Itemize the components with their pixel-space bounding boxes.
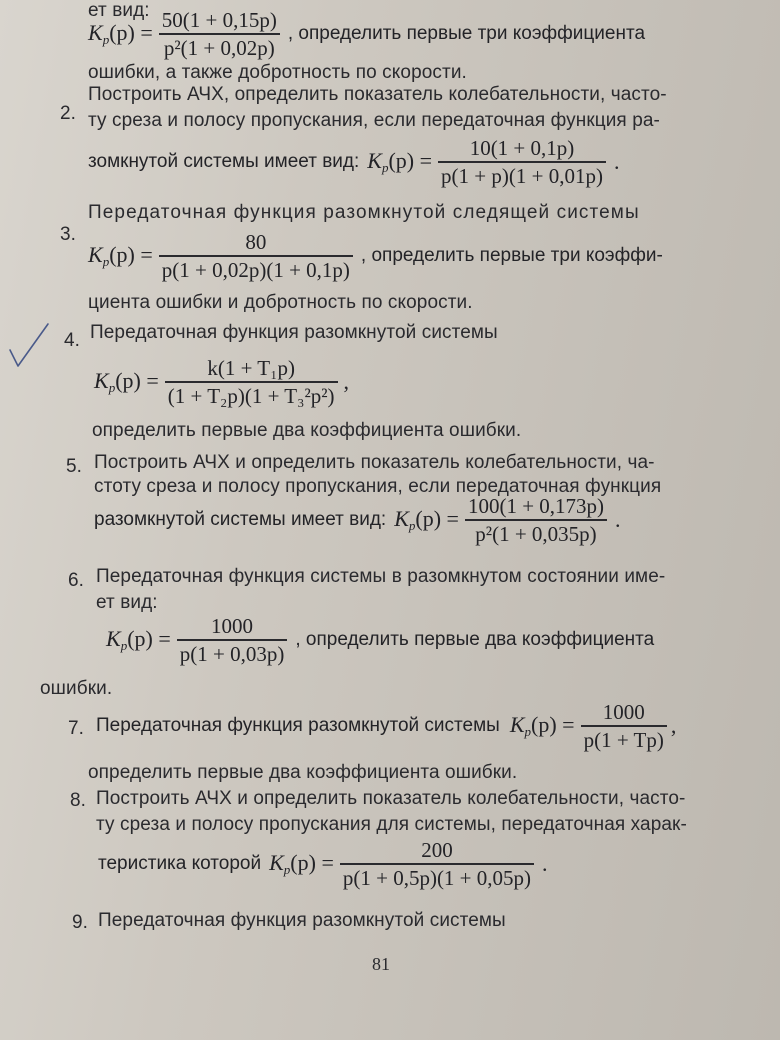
item-number: 6. [68, 570, 84, 591]
equation-1 [88, 8, 645, 60]
numerator: 1000 [602, 700, 645, 724]
text-line: ошибки, а также добротность по скорости. [88, 62, 467, 83]
fraction [165, 356, 338, 408]
text-line: стоту среза и полосу пропускания, если передаточная функция [94, 476, 662, 497]
numerator: 80 [245, 230, 267, 254]
text-line: Передаточная функция разомкнутой следящей системы [88, 202, 640, 223]
fraction-bar [159, 33, 280, 35]
text-line: ошибки. [40, 678, 113, 699]
text-line: ет вид: [88, 0, 150, 21]
numerator: 1000 [211, 614, 254, 638]
equation-tail: . [542, 850, 548, 876]
equation-lhs: $K_p(p)$ = [94, 367, 159, 395]
fraction [465, 494, 607, 546]
check-mark-icon [8, 322, 64, 374]
numerator: k(1 + T₁p) [207, 356, 295, 380]
numerator: 50(1 + 0,15p) [161, 8, 277, 32]
fraction [340, 838, 534, 890]
text-line: определить первые два коэффициента ошибки. [88, 762, 518, 783]
fraction-bar [159, 255, 353, 257]
text-line: Построить АЧХ и определить показатель колебательности, ча- [94, 452, 655, 473]
item-number: 2. [60, 103, 76, 124]
equation-5 [94, 494, 621, 546]
fraction [581, 700, 667, 752]
equation-lhs: $K_p(p)$ = [367, 147, 433, 175]
fraction [159, 230, 353, 282]
equation-lhs: $K_p(p)$ = [269, 849, 334, 877]
text-line: Построить АЧХ и определить показатель колебательности, часто- [96, 788, 686, 809]
equation-lhs: $K_p(p)$ = [509, 711, 575, 739]
equation-2 [88, 136, 619, 188]
text-line: ту среза и полосу пропускания, если передаточная функция ра- [88, 110, 660, 131]
numerator: 200 [421, 838, 453, 862]
equation-4 [94, 356, 349, 408]
denominator: (1 + T₂p)(1 + T₃²p²) [167, 383, 335, 408]
text-line: Передаточная функция системы в разомкнутом состоянии име- [96, 566, 666, 587]
text-line: Построить АЧХ, определить показатель колебательности, часто- [88, 84, 667, 105]
equation-trailing-text: , определить первые три коэффициента [287, 22, 646, 44]
equation-lhs: $K_p(p)$ = [394, 505, 459, 533]
fraction-bar [165, 381, 338, 383]
item-number: 3. [60, 224, 76, 245]
equation-3 [88, 230, 663, 282]
fraction-bar [340, 863, 534, 865]
equation-lhs: $K_p(p)$ = [88, 19, 153, 47]
item-number: 4. [64, 330, 80, 351]
equation-6 [106, 614, 654, 666]
text-line: ту среза и полосу пропускания для системы, передаточная харак- [96, 814, 687, 835]
denominator: p(1 + p)(1 + 0,01p) [441, 163, 603, 188]
numerator: 100(1 + 0,173p) [467, 494, 605, 518]
numerator: 10(1 + 0,1p) [469, 136, 575, 160]
equation-lhs: $K_p(p)$ = [106, 625, 171, 653]
equation-leading-text: зомкнутой системы имеет вид: [88, 150, 360, 172]
fraction-bar [465, 519, 607, 521]
denominator: p(1 + 0,5p)(1 + 0,05p) [342, 865, 532, 890]
fraction-bar [177, 639, 288, 641]
equation-8 [98, 838, 548, 890]
denominator: p²(1 + 0,02p) [163, 35, 275, 60]
equation-tail: . [615, 506, 621, 532]
equation-trailing-text: , определить первые два коэффициента [295, 628, 655, 650]
page-number: 81 [372, 954, 390, 974]
denominator: p(1 + Tp) [583, 727, 664, 752]
fraction [438, 136, 606, 188]
equation-trailing-text: , определить первые три коэффи- [360, 244, 663, 266]
text-line: ет вид: [96, 592, 158, 613]
item-number: 5. [66, 456, 82, 477]
text-line: определить первые два коэффициента ошибки. [92, 420, 522, 441]
equation-tail: , [670, 712, 677, 738]
denominator: p(1 + 0,03p) [179, 641, 285, 666]
fraction [177, 614, 288, 666]
item-number: 7. [68, 718, 84, 739]
fraction [159, 8, 280, 60]
equation-7 [96, 700, 676, 752]
equation-tail: . [613, 148, 620, 174]
fraction-bar [581, 725, 667, 727]
text-line: Передаточная функция разомкнутой системы [90, 322, 498, 343]
equation-leading-text: теристика которой [98, 852, 262, 874]
text-line: циента ошибки и добротность по скорости. [88, 292, 473, 313]
fraction-bar [438, 161, 606, 163]
item-number: 8. [70, 790, 86, 811]
equation-leading-text: Передаточная функция разомкнутой системы [96, 714, 500, 736]
text-line: Передаточная функция разомкнутой системы [98, 910, 506, 931]
equation-tail: , [343, 368, 350, 394]
denominator: p(1 + 0,02p)(1 + 0,1p) [161, 257, 350, 282]
equation-leading-text: разомкнутой системы имеет вид: [94, 508, 387, 530]
item-number: 9. [72, 912, 88, 933]
denominator: p²(1 + 0,035p) [475, 521, 597, 546]
equation-lhs: $K_p(p)$ = [88, 241, 153, 269]
